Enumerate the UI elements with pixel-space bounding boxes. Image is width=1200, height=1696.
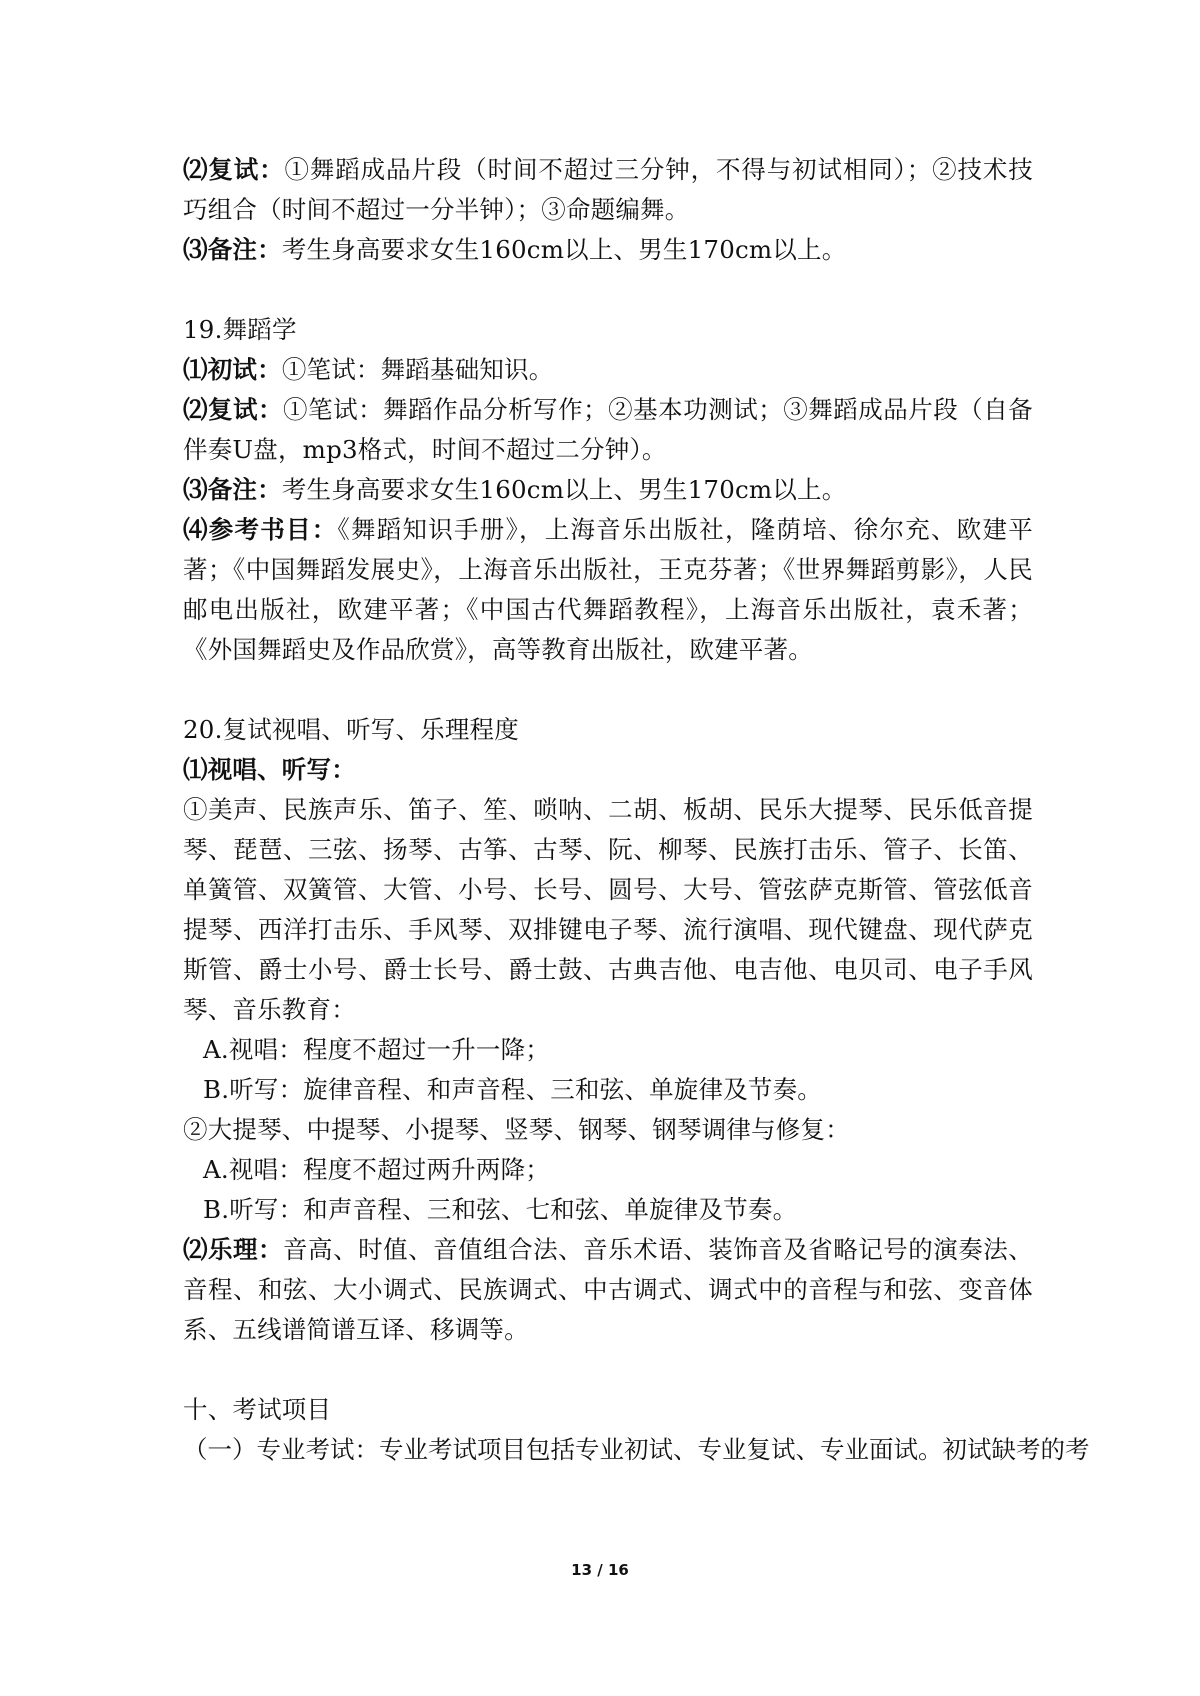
- dance-note-paragraph: [183, 230, 1033, 270]
- section-10-heading: 十、考试项目: [183, 1395, 332, 1424]
- section-20-heading: 20.复试视唱、听写、乐理程度: [183, 715, 519, 744]
- retest-text: ①笔试：舞蹈作品分析写作；②基本功测试；③舞蹈成品片段（自备伴奏U盘，mp3格式，时间不超过二分钟）。: [183, 395, 1033, 464]
- books-text: 《舞蹈知识手册》，上海音乐出版社，隆荫培、徐尔充、欧建平著；《中国舞蹈发展史》，上海音乐出版社，王克芬著；《世界舞蹈剪影》，人民邮电出版社，欧建平著；《中国古代舞蹈教程》，上海音乐出版社，袁禾著；《外国舞蹈史及作品欣赏》，高等教育出版社，欧建平著。: [183, 515, 1033, 664]
- group-1-sight-singing: A.视唱：程度不超过一升一降；: [203, 1035, 550, 1064]
- sight-singing-label: ⑴视唱、听写：: [183, 755, 356, 784]
- note-text: 考生身高要求女生160cm以上、男生170cm以上。: [281, 235, 847, 264]
- note-label: ⑶备注：: [183, 475, 282, 504]
- page-content: [183, 150, 1090, 1470]
- page-number: 13 / 16: [571, 1561, 629, 1579]
- group-2-sight-singing: A.视唱：程度不超过两升两降；: [203, 1155, 550, 1184]
- s19-books-paragraph: [183, 510, 1033, 670]
- theory-label: ⑵乐理：: [183, 1235, 284, 1264]
- prelim-label: ⑴初试：: [183, 355, 282, 384]
- books-label: ⑷参考书目：: [183, 515, 338, 544]
- s19-note-paragraph: [183, 470, 1033, 510]
- note-label: ⑶备注：: [183, 235, 282, 264]
- instrument-group-2: ②大提琴、中提琴、小提琴、竖琴、钢琴、钢琴调律与修复：: [183, 1115, 850, 1144]
- s19-prelim-paragraph: [183, 350, 1033, 390]
- retest-label: ⑵复试：: [183, 155, 285, 184]
- group-1-dictation: B.听写：旋律音程、和声音程、三和弦、单旋律及节奏。: [203, 1075, 822, 1104]
- dance-retest-paragraph: [183, 150, 1033, 230]
- s19-retest-paragraph: [183, 390, 1033, 470]
- retest-label: ⑵复试：: [183, 395, 284, 424]
- retest-text: ①舞蹈成品片段（时间不超过三分钟，不得与初试相同）；②技术技巧组合（时间不超过一分半钟）；③命题编舞。: [183, 155, 1033, 224]
- instrument-group-1: ①美声、民族声乐、笛子、笙、唢呐、二胡、板胡、民乐大提琴、民乐低音提琴、琵琶、三弦、扬琴、古筝、古琴、阮、柳琴、民族打击乐、管子、长笛、单簧管、双簧管、大管、小号、长号、圆号、大号、管弦萨克斯管、管弦低音提琴、西洋打击乐、手风琴、双排键电子琴、流行演唱、现代键盘、现代萨克斯管、爵士小号、爵士长号、爵士鼓、古典吉他、电吉他、电贝司、电子手风琴、音乐教育：: [183, 795, 1033, 1024]
- theory-text: 音高、时值、音值组合法、音乐术语、装饰音及省略记号的演奏法、音程、和弦、大小调式、民族调式、中古调式、调式中的音程与和弦、变音体系、五线谱简谱互译、移调等。: [183, 1235, 1033, 1344]
- section-19-heading: 19.舞蹈学: [183, 315, 297, 344]
- note-text: 考生身高要求女生160cm以上、男生170cm以上。: [281, 475, 847, 504]
- group-2-dictation: B.听写：和声音程、三和弦、七和弦、单旋律及节奏。: [203, 1195, 798, 1224]
- music-theory-paragraph: [183, 1230, 1033, 1350]
- prelim-text: ①笔试：舞蹈基础知识。: [281, 355, 554, 384]
- section-10-first-line: （一）专业考试：专业考试项目包括专业初试、专业复试、专业面试。初试缺考的考: [183, 1435, 1090, 1464]
